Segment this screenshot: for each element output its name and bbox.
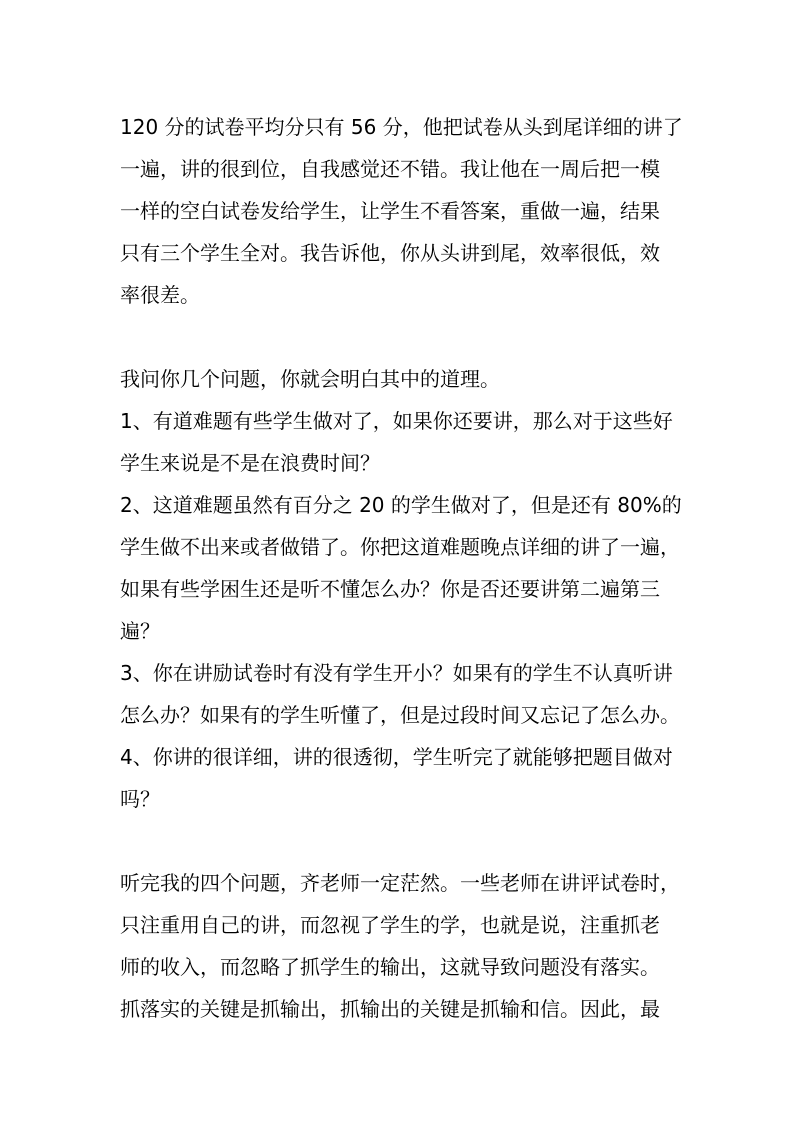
paragraph-test-review [120, 106, 700, 316]
question-4-line: 吗？ [120, 787, 160, 811]
question-3-line: 怎么办？如果有的学生听懂了，但是过段时间又忘记了怎么办。 [120, 703, 680, 727]
question-2-line: 遍？ [120, 619, 160, 643]
paragraph-gap [120, 820, 700, 862]
text-line: 率很差。 [120, 283, 200, 307]
text-line: 一样的空白试卷发给学生，让学生不看答案，重做一遍，结果 [120, 199, 660, 223]
question-2-line: 学生做不出来或者做错了。你把这道难题晚点详细的讲了一遍， [120, 535, 680, 559]
question-3-line: 3、你在讲励试卷时有没有学生开小？如果有的学生不认真听讲 [120, 661, 673, 685]
question-1-line: 学生来说是不是在浪费时间？ [120, 451, 380, 475]
paragraph-gap [120, 316, 700, 358]
question-1-line: 1、有道难题有些学生做对了，如果你还要讲，那么对于这些好 [120, 409, 673, 433]
text-line: 只有三个学生全对。我告诉他，你从头讲到尾，效率很低，效 [120, 241, 660, 265]
document-page [120, 106, 700, 1030]
paragraph-conclusion [120, 862, 700, 1030]
question-4-line: 4、你讲的很详细，讲的很透彻，学生听完了就能够把题目做对 [120, 745, 673, 769]
question-2-line: 2、这道难题虽然有百分之 20 的学生做对了，但是还有 80%的 [120, 493, 682, 517]
text-line: 听完我的四个问题，齐老师一定茫然。一些老师在讲评试卷时， [120, 871, 680, 895]
question-2-line: 如果有些学困生还是听不懂怎么办？你是否还要讲第二遍第三 [120, 577, 660, 601]
text-line: 120 分的试卷平均分只有 56 分，他把试卷从头到尾详细的讲了 [120, 115, 683, 139]
text-line: 一遍，讲的很到位，自我感觉还不错。我让他在一周后把一模 [120, 157, 660, 181]
text-line: 只注重用自己的讲，而忽视了学生的学，也就是说，注重抓老 [120, 913, 660, 937]
text-line: 我问你几个问题，你就会明白其中的道理。 [120, 367, 500, 391]
text-line: 抓落实的关键是抓输出，抓输出的关键是抓输和信。因此，最 [120, 997, 660, 1021]
paragraph-questions [120, 358, 700, 820]
text-line: 师的收入，而忽略了抓学生的输出，这就导致问题没有落实。 [120, 955, 660, 979]
